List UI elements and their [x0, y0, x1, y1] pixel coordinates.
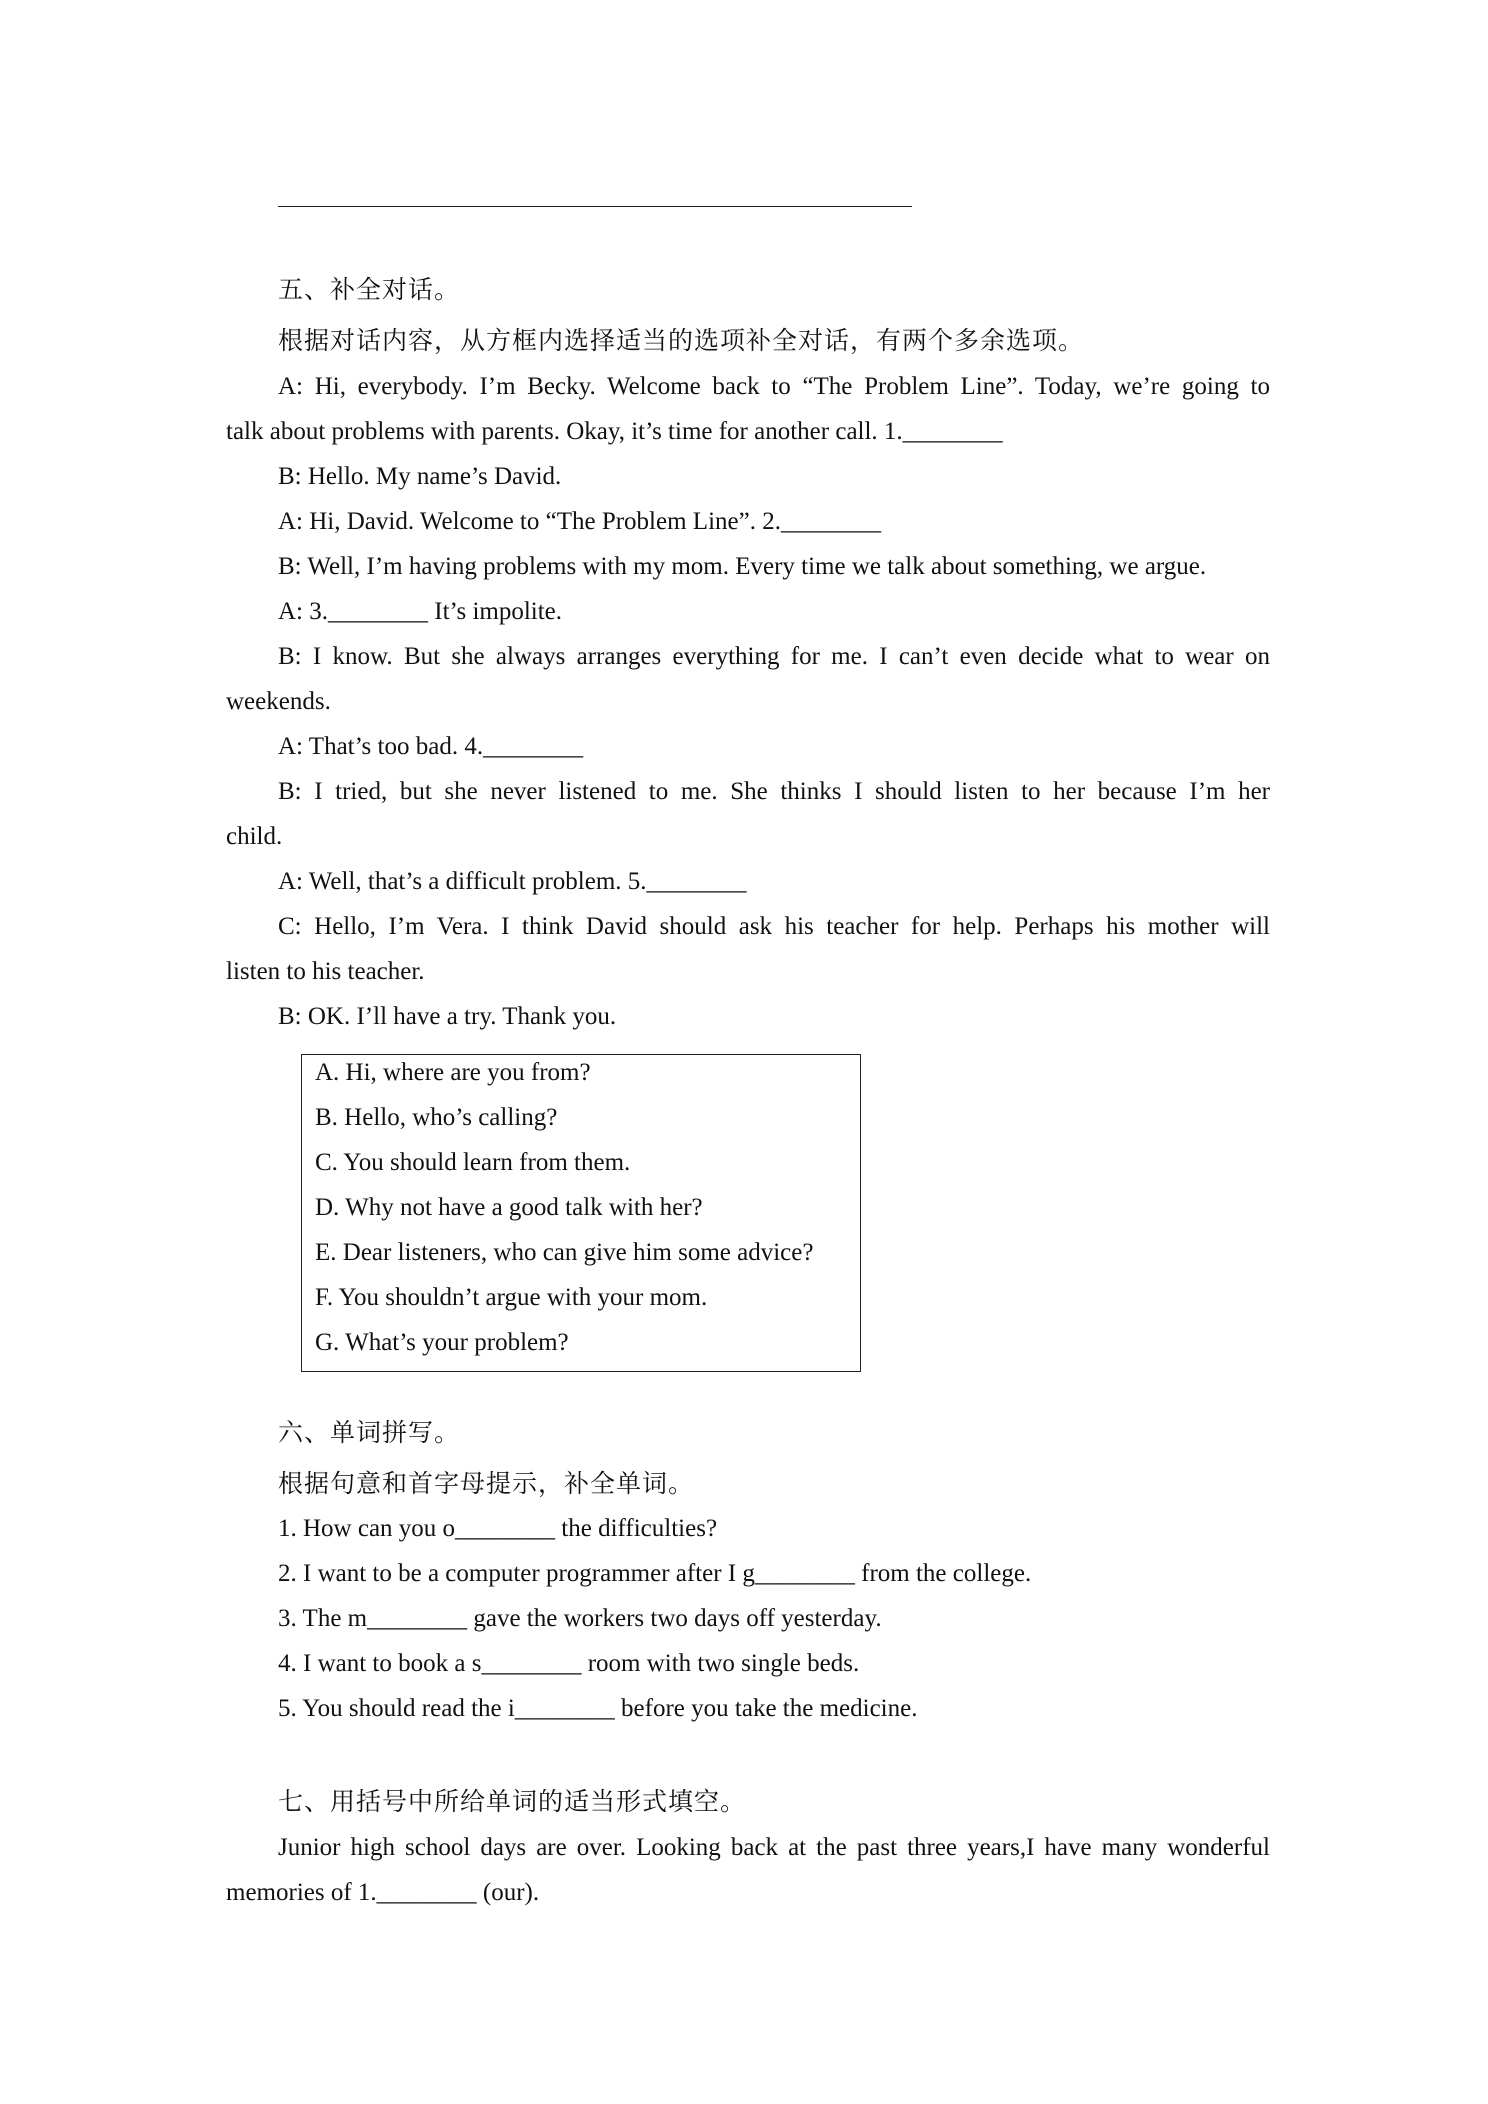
options-box: [301, 1054, 861, 1372]
section7-heading: 七、用括号中所给单词的适当形式填空。: [278, 1789, 747, 1816]
spelling-item: 1. How can you o________ the difficulties?: [278, 1515, 718, 1542]
option-g: G. What’s your problem?: [315, 1329, 569, 1356]
section5-instruction: 根据对话内容，从方框内选择适当的选项补全对话，有两个多余选项。: [278, 328, 1085, 355]
spelling-item: 3. The m________ gave the workers two days off yesterday.: [278, 1605, 882, 1632]
dialogue-line: child.: [226, 823, 283, 850]
dialogue-line: B: I know. But she always arranges everything for me. I can’t even decide what to wear on: [278, 643, 1270, 670]
passage-line: memories of 1.________ (our).: [226, 1879, 540, 1906]
dialogue-line: B: Well, I’m having problems with my mom. Every time we talk about something, we argue.: [278, 553, 1207, 580]
option-a: A. Hi, where are you from?: [315, 1059, 591, 1086]
section6-instruction: 根据句意和首字母提示，补全单词。: [278, 1471, 695, 1498]
spelling-item: 2. I want to be a computer programmer after I g________ from the college.: [278, 1560, 1032, 1587]
dialogue-line: weekends.: [226, 688, 331, 715]
option-f: F. You shouldn’t argue with your mom.: [315, 1284, 708, 1311]
dialogue-line: listen to his teacher.: [226, 958, 425, 985]
dialogue-line: A: That’s too bad. 4.________: [278, 733, 584, 760]
dialogue-line: C: Hello, I’m Vera. I think David should ask his teacher for help. Perhaps his mother will: [278, 913, 1270, 940]
spelling-item: 5. You should read the i________ before you take the medicine.: [278, 1695, 918, 1722]
option-d: D. Why not have a good talk with her?: [315, 1194, 703, 1221]
option-b: B. Hello, who’s calling?: [315, 1104, 558, 1131]
dialogue-line: A: Hi, David. Welcome to “The Problem Line”. 2.________: [278, 508, 881, 535]
section5-heading: 五、补全对话。: [278, 277, 461, 304]
dialogue-line: A: Hi, everybody. I’m Becky. Welcome back to “The Problem Line”. Today, we’re going to: [278, 373, 1270, 400]
passage-line: Junior high school days are over. Looking back at the past three years,I have many wonderful: [278, 1834, 1270, 1861]
option-e: E. Dear listeners, who can give him some advice?: [315, 1239, 814, 1266]
dialogue-line: A: Well, that’s a difficult problem. 5.________: [278, 868, 747, 895]
dialogue-line: B: Hello. My name’s David.: [278, 463, 562, 490]
dialogue-line: B: OK. I’ll have a try. Thank you.: [278, 1003, 617, 1030]
section6-heading: 六、单词拼写。: [278, 1420, 461, 1447]
spelling-item: 4. I want to book a s________ room with two single beds.: [278, 1650, 860, 1677]
dialogue-line: talk about problems with parents. Okay, it’s time for another call. 1.________: [226, 418, 1003, 445]
option-c: C. You should learn from them.: [315, 1149, 631, 1176]
answer-line: [278, 206, 912, 207]
dialogue-line: A: 3.________ It’s impolite.: [278, 598, 563, 625]
dialogue-line: B: I tried, but she never listened to me. She thinks I should listen to her because I’m her: [278, 778, 1270, 805]
